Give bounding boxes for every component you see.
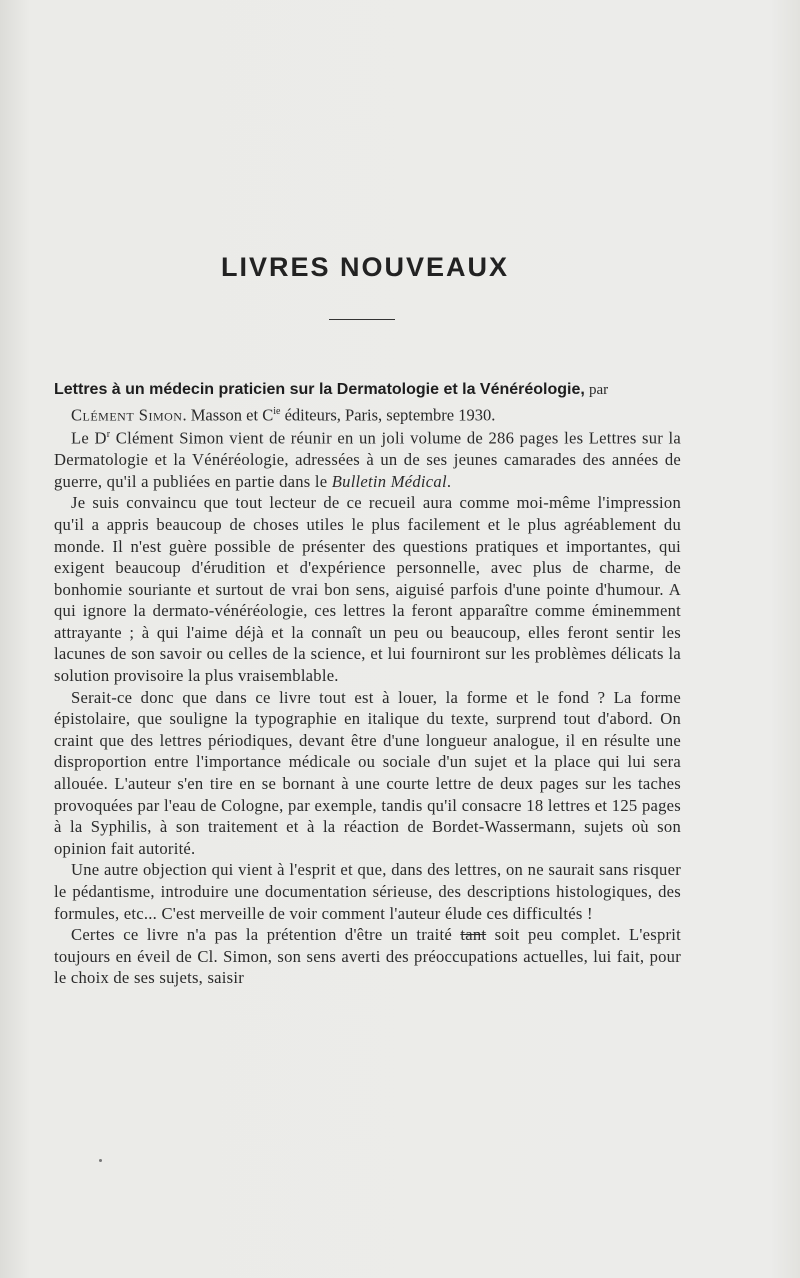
- book-par: par: [588, 382, 609, 398]
- book-title: Lettres à un médecin praticien sur la Dermatologie et la Vénéréologie,: [54, 381, 585, 398]
- paragraph-2: Je suis convaincu que tout lecteur de ce recueil aura comme moi-même l'impression qu'il a appris beaucoup de choses utiles le plus facilement et le plus agréablement du monde. Il n'est guère possible de présenter des questions pratiques et importantes, qui exigent beaucoup d'érudition et d'expérience personnelle, avec plus de charme, de bonhomie souriante et surtout de vrai bon sens, aiguisé parfois d'une pointe d'humour. A qui ignore la dermato-vénéréologie, ces lettres la feront apparaître comme éminemment attrayante ; à qui l'aime déjà et la connaît un peu ou beaucoup, elles feront sentir les lacunes de son savoir ou celles de la science, et lui fourniront sur les problèmes délicats la solution provisoire la plus vraisemblable.: [54, 493, 681, 686]
- book-publisher-a: . Masson et C: [182, 405, 274, 425]
- p1-text-c: .: [446, 471, 452, 491]
- paragraph-1: [54, 424, 681, 492]
- p1-sup: r: [106, 429, 111, 440]
- p5-strike: tant: [460, 925, 487, 945]
- paragraph-5: [54, 924, 681, 989]
- review-body: [54, 424, 681, 989]
- book-publisher-b: éditeurs, Paris, septembre 1930.: [280, 405, 496, 425]
- book-publisher-line: [54, 401, 684, 427]
- ink-speck: [99, 1159, 102, 1162]
- paragraph-4: Une autre objection qui vient à l'esprit et que, dans des lettres, on ne saurait sans risquer le pédantisme, introduire une documentation sérieuse, des descriptions histologiques, des formules, etc... C'est merveille de voir comment l'auteur élude ces difficultés !: [54, 860, 681, 923]
- p5-text-b: soit peu complet. L'esprit toujours en éveil de Cl. Simon, son sens averti des préoccupations actuelles, lui fait, pour le choix de ses sujets, saisir: [54, 925, 681, 988]
- p5-text-a: Certes ce livre n'a pas la prétention d'être un traité: [71, 925, 461, 945]
- title-divider: [329, 319, 395, 320]
- page-title: LIVRES NOUVEAUX: [220, 252, 510, 282]
- p1-journal: Bulletin Médical: [331, 471, 447, 491]
- book-publisher-sup: ie: [273, 406, 281, 417]
- book-author: Clément Simon: [71, 405, 183, 425]
- p1-text-a: Le D: [71, 428, 107, 448]
- book-reference: [54, 378, 684, 427]
- paragraph-3: Serait-ce donc que dans ce livre tout est à louer, la forme et le fond ? La forme épistolaire, que souligne la typographie en italique du texte, surprend tout d'abord. On craint que des lettres périodiques, devant être d'une longueur analogue, il en résulte une disproportion entre l'importance médicale ou sociale d'un sujet et la place qui lui sera allouée. L'auteur s'en tire en se bornant à une courte lettre de deux pages sur les taches provoquées par l'eau de Cologne, par exemple, tandis qu'il consacre 18 lettres et 125 pages à la Syphilis, à son traitement et à la réaction de Bordet-Wassermann, sujets où son opinion fait autorité.: [54, 687, 681, 858]
- p1-text-b: Clément Simon vient de réunir en un joli volume de 286 pages les Lettres sur la Dermatologie et la Vénéréologie, adressées à un de ses jeunes camarades des années de guerre, qu'il a publiées en partie dans le: [54, 428, 681, 491]
